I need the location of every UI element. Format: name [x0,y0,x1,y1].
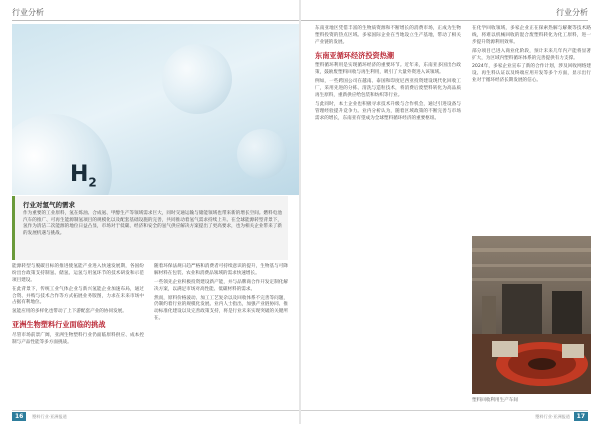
photo-caption: 塑料回收利用生产车间 [472,398,518,403]
paragraph: 随着环保法规日趋严格和消费者可持续意识的提升，生物基与可降解材料在包装、农业和消费品领域的需求快速增长。 [154,264,288,276]
sidebar-box [12,196,288,260]
paragraph: 2024年，多家企业宣布了新的合作计划，涉及回收网络建设、再生料认证以及终端应用开发等多个方面，显示出行业对于循环经济长期发展的信心。 [472,64,591,84]
factory-scene-graphic [472,236,591,394]
section-divider [12,20,299,21]
paragraph: 部分项目已进入商业化阶段，预计未来几年内产能将显著扩大，为区域内塑料循环体系的完善提供有力支撑。 [472,48,591,61]
paragraph: 氢能应用的多样化也带动了上下游配套产业的协同发展。 [12,309,127,315]
article-column-1 [12,264,144,349]
hydrogen-tank-graphic [162,44,232,114]
left-page [0,0,299,424]
h2-symbol: $H_2$ [70,162,97,190]
factory-photo [472,236,591,394]
paragraph: 与此同时，本土企业也积极寻求技术升级与合作机会，通过引进设备与管理经验提升竞争力。业内分析认为，随着区域政策的不断完善与市场需求的增长，东南亚有望成为全球塑料循环经济的重要枢纽。 [315,101,461,121]
footer-publication: 塑料行业·亚洲报道 [32,414,67,419]
article-column-1 [315,26,461,124]
paragraph: 例如，一些跨国公司在越南、泰国和印度尼西亚投资建设现代化回收工厂，采用先进的分拣、清洗与造粒技术，将消费后废塑料转化为高品质再生原料，重新供应给包装和纺织等行业。 [315,79,461,98]
sidebar-title: 行业对氢气的需求 [23,201,75,209]
footer-publication: 塑料行业·亚洲报道 [535,414,570,419]
section-label: 行业分析 [12,8,44,17]
hydrogen-tank-graphic [12,114,112,195]
page-number: 16 [12,412,26,421]
article-column-2 [154,264,288,325]
article-subheading: 东南亚循环经济投资热潮 [315,50,395,60]
paragraph: 能源转型与脱碳目标的推进使氢能产业进入快速发展期，各国纷纷出台政策支持制氢、储氢、运氢与用氢环节的技术研发和示范项目建设。 [12,264,144,283]
footer-divider [301,410,588,411]
paragraph: 塑料循环利用是实现循环经济的重要环节。近年来，东南亚多国出台政策，鼓励废塑料回收与再生利用，吸引了大量外资进入该领域。 [315,63,461,76]
hero-image-hydrogen [12,24,299,195]
paragraph: 尽管市场前景广阔，亚洲生物塑料行业仍面临原料供应、成本控制与产品性能等多方面挑战。 [12,332,144,345]
page-number: 17 [574,412,588,421]
paragraph: 然而，原料价格波动、加工工艺复杂以及回收体系不完善等问题，仍制约着行业的规模化发展。业内人士指出，加强产业链协同、推动标准化建设以及完善政策支持，将是行业未来实现突破的关键所在。 [154,295,288,322]
right-page [301,0,600,424]
paragraph: 在此背景下，传统工业气体企业与新兴氢能企业加速布局，通过合资、并购与技术合作等方式拓展业务版图，力求在未来市场中占据有利地位。 [12,286,144,306]
footer-divider [12,410,299,411]
paragraph: 在化学回收领域，多家企业正在探索热解与解聚等技术路线，将难以机械回收的混合废塑料转化为化工原料，进一步提升资源利用效率。 [472,26,591,45]
article-subheading: 亚洲生物塑料行业面临的挑战 [12,320,106,330]
article-column-2 [472,26,591,87]
paragraph: 一些领先企业积极投资建设新产能，并与品牌商合作开发定制化解决方案，以满足市场对高性能、低碳材料的需求。 [154,279,288,292]
paragraph: 东南亚地区凭借丰富的生物质资源和不断增长的消费市场，正成为生物塑料投资的热点区域。多家国际企业在当地设立生产基地，带动了相关产业链的发展。 [315,26,461,45]
hydrogen-tank-graphic [237,129,287,179]
section-label: 行业分析 [556,8,588,17]
section-divider [301,20,588,21]
sidebar-text: 作为重要的工业原料，氢在炼油、合成氨、甲醇生产等领域需求巨大，同时交通运输与储能领域也带来新的增长空间。燃料电池汽车的推广、可再生能源制氢项目的规模化以及配套基础设施的完善，共同推动着氢气需求持续上升。在全球能源转型背景下，氢作为清洁二次能源的地位日益凸显，市场对于低碳、经济和安全的氢气供应解决方案提出了更高要求，也为相关企业带来了新的发展机遇与挑战。 [23,211,282,236]
